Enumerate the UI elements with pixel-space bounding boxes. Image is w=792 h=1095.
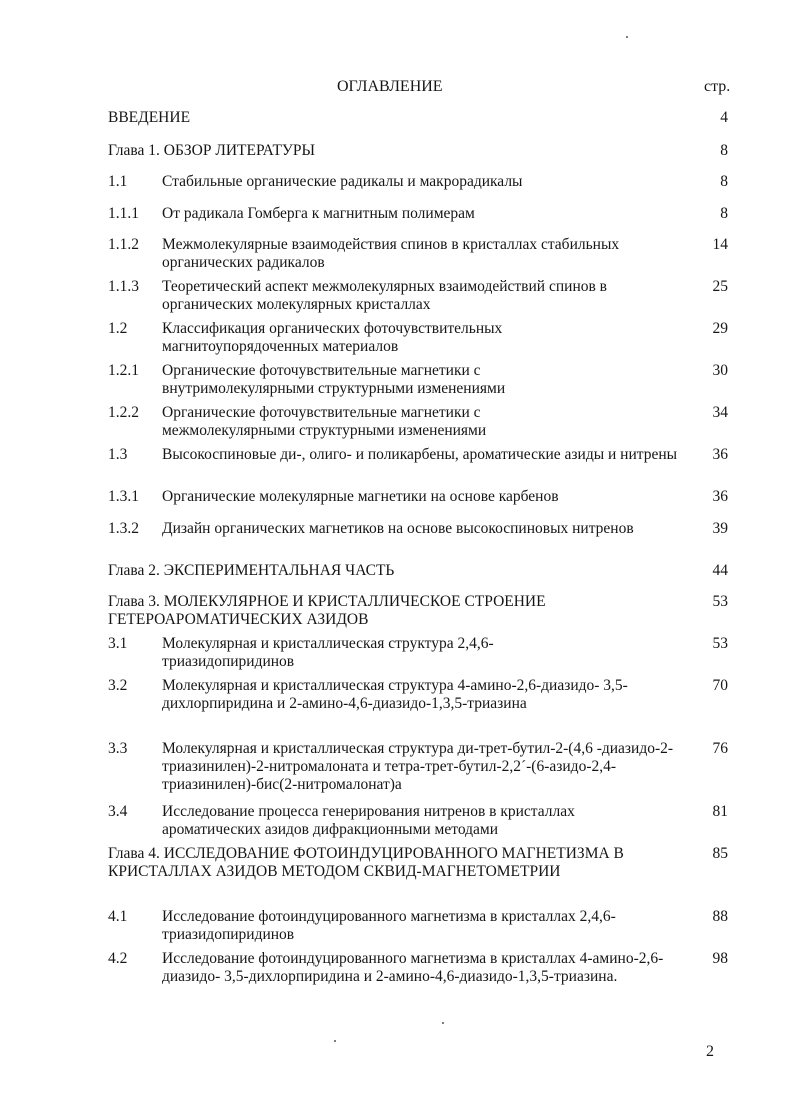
toc-entry-text: Молекулярная и кристаллическая структура ди-трет-бутил-2-(4,6 -диазидо-2-триазинилен)-2-нитромалоната и тетра-трет-бутил-2,2´-(6-азидо-2,4-триазинилен)-бис(2-нитромалонат)а [162, 740, 674, 793]
toc-entry-number: 1.3.2 [108, 520, 139, 537]
page-column-label: стр. [704, 78, 731, 95]
toc-entry-number: 1.2.2 [108, 404, 139, 421]
toc-entry-text: Классификация органических фоточувствительных магнитоупорядоченных материалов [162, 320, 503, 355]
toc-entry-number: 4.1 [108, 908, 128, 925]
toc-entry-text: Органические молекулярные магнетики на основе карбенов [162, 488, 559, 505]
toc-entry-text: От радикала Гомберга к магнитным полимерам [162, 205, 475, 222]
toc-entry-page: 36 [712, 446, 728, 463]
toc-entry-page: 76 [712, 740, 728, 757]
toc-entry-page: 29 [712, 320, 728, 337]
toc-entry-page: 88 [712, 908, 728, 925]
toc-entry-number: 1.1.1 [108, 205, 139, 222]
toc-entry-page: 4 [720, 109, 728, 126]
toc-entry-text: Межмолекулярные взаимодействия спинов в кристаллах стабильных органических радикалов [162, 236, 620, 271]
toc-entry-text: Органические фоточувствительные магнетики с внутримолекулярными структурными изменениями [162, 362, 506, 397]
toc-entry-number: 1.3 [108, 446, 128, 463]
toc-entry-page: 8 [720, 173, 728, 190]
toc-entry-page: 36 [712, 488, 728, 505]
toc-entry-text: Молекулярная и кристаллическая структура 2,4,6-триазидопиридинов [162, 635, 494, 670]
toc-entry-page: 81 [712, 803, 728, 820]
toc-entry-number: 3.1 [108, 635, 128, 652]
toc-entry-page: 39 [712, 520, 728, 537]
toc-title: ОГЛАВЛЕНИЕ [337, 78, 443, 95]
footer-page-number: 2 [706, 1043, 714, 1060]
toc-entry-text: Глава 1. ОБЗОР ЛИТЕРАТУРЫ [108, 142, 316, 159]
toc-entry-text: Молекулярная и кристаллическая структура 4-амино-2,6-диазидо- 3,5-дихлорпиридина и 2-амино-4,6-диазидо-1,3,5-триазина [162, 677, 628, 712]
toc-entry-text: Глава 4. ИССЛЕДОВАНИЕ ФОТОИНДУЦИРОВАННОГО МАГНЕТИЗМА В КРИСТАЛЛАХ АЗИДОВ МЕТОДОМ СКВИД-МАГНЕТОМЕТРИИ [108, 845, 624, 880]
toc-entry-page: 44 [712, 562, 728, 579]
toc-entry-page: 8 [720, 142, 728, 159]
toc-entry-page: 85 [712, 845, 728, 862]
toc-entry-number: 1.1.2 [108, 236, 139, 253]
toc-entry-text: Дизайн органических магнетиков на основе высокоспиновых нитренов [162, 520, 634, 537]
toc-entry-text: Теоретический аспект межмолекулярных взаимодействий спинов в органических молекулярных кристаллах [162, 278, 607, 313]
toc-entry-page: 53 [712, 593, 728, 610]
toc-entry-number: 1.1.3 [108, 278, 139, 295]
toc-entry-number: 3.2 [108, 677, 128, 694]
toc-entry-text: ВВЕДЕНИЕ [108, 109, 191, 126]
toc-entry-page: 25 [712, 278, 728, 295]
toc-entry-number: 1.1 [108, 173, 128, 190]
toc-entry-text: Исследование фотоиндуцированного магнетизма в кристаллах 2,4,6-триазидопиридинов [162, 908, 616, 943]
toc-entry-text: Глава 2. ЭКСПЕРИМЕНТАЛЬНАЯ ЧАСТЬ [108, 562, 395, 579]
toc-entry-number: 4.2 [108, 950, 128, 967]
toc-entry-text: Высокоспиновые ди-, олиго- и поликарбены, ароматические азиды и нитрены [162, 446, 678, 463]
toc-entry-page: 34 [712, 404, 728, 421]
toc-entry-number: 3.3 [108, 740, 128, 757]
toc-entry-text: Органические фоточувствительные магнетики с межмолекулярными структурными изменениями [162, 404, 487, 439]
toc-entry-number: 3.4 [108, 803, 128, 820]
toc-entry-page: 14 [712, 236, 728, 253]
scan-speck [442, 1022, 444, 1024]
toc-entry-number: 1.3.1 [108, 488, 139, 505]
toc-entry-page: 70 [712, 677, 728, 694]
toc-entry-page: 53 [712, 635, 728, 652]
toc-entry-page: 30 [712, 362, 728, 379]
toc-entry-number: 1.2.1 [108, 362, 139, 379]
toc-entry-text: Исследование фотоиндуцированного магнетизма в кристаллах 4-амино-2,6-диазидо- 3,5-дихлорпиридина и 2-амино-4,6-диазидо-1,3,5-триазина. [162, 950, 664, 985]
toc-entry-number: 1.2 [108, 320, 128, 337]
toc-entry-text: Исследование процесса генерирования нитренов в кристаллах ароматических азидов дифракционными методами [162, 803, 575, 838]
toc-entry-page: 8 [720, 205, 728, 222]
toc-entry-text: Стабильные органические радикалы и макрорадикалы [162, 173, 523, 190]
toc-entry-page: 98 [712, 950, 728, 967]
scan-speck [626, 36, 628, 38]
scan-speck [334, 1040, 336, 1042]
toc-entry-text: Глава 3. МОЛЕКУЛЯРНОЕ И КРИСТАЛЛИЧЕСКОЕ СТРОЕНИЕ ГЕТЕРОАРОМАТИЧЕСКИХ АЗИДОВ [108, 593, 546, 628]
